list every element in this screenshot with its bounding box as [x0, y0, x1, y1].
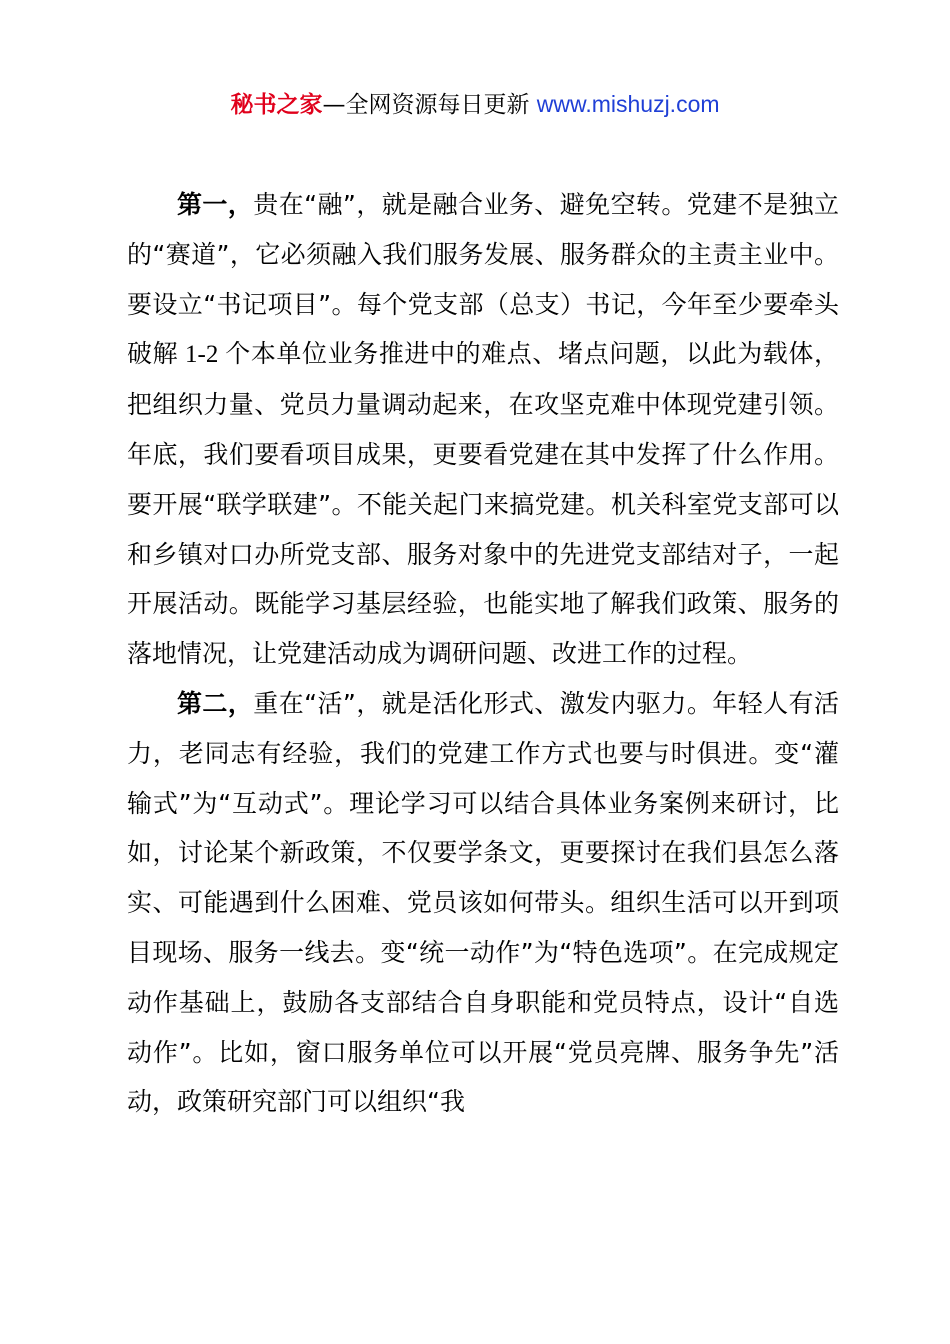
paragraph-2 [127, 679, 839, 1127]
paragraph-1-text: 贵在“融”，就是融合业务、避免空转。党建不是独立的“赛道”，它必须融入我们服务发展、服务群众的主责主业中。要设立“书记项目”。每个党支部（总支）书记，今年至少要牵头破解 [127, 190, 839, 369]
paragraph-1 [127, 180, 839, 679]
paragraph-1-lead: 第一， [177, 190, 254, 219]
paragraph-2-text: 重在“活”，就是活化形式、激发内驱力。年轻人有活力，老同志有经验，我们的党建工作方式也要与时俱进。变“灌输式”为“互动式”。理论学习可以结合具体业务案例来研讨，比如，讨论某个新政策，不仅要学条文，更要探讨在我们县怎么落实、可能遇到什么困难、党员该如何带头。组织生活可以开到项目现场、服务一线去。变“统一动作”为“特色选项”。在完成规定动作基础上，鼓励各支部结合自身职能和党员特点，设计“自选动作”。比如，窗口服务单位可以开展“党员亮牌、服务争先”活动，政策研究部门可以组织“我 [127, 688, 839, 1117]
paragraph-1-text-continued: 个本单位业务推进中的难点、堵点问题，以此为载体，把组织力量、党员力量调动起来，在攻坚克难中体现党建引领。年底，我们要看项目成果，更要看党建在其中发挥了什么作用。要开展“联学联建”。不能关起门来搞党建。机关科室党支部可以和乡镇对口办所党支部、服务对象中的先进党支部结对子，一起开展活动。既能学习基层经验，也能实地了解我们政策、服务的落地情况，让党建活动成为调研问题、改进工作的过程。 [127, 339, 839, 669]
site-tagline: —全网资源每日更新 [322, 92, 537, 118]
paragraph-1-number: 1-2 [178, 341, 226, 369]
paragraph-2-lead: 第二， [177, 688, 254, 718]
site-brand: 秘书之家 [230, 92, 323, 118]
site-url-link[interactable]: www.mishuzj.com [536, 91, 720, 117]
site-header [0, 88, 950, 121]
document-body [127, 180, 839, 1127]
